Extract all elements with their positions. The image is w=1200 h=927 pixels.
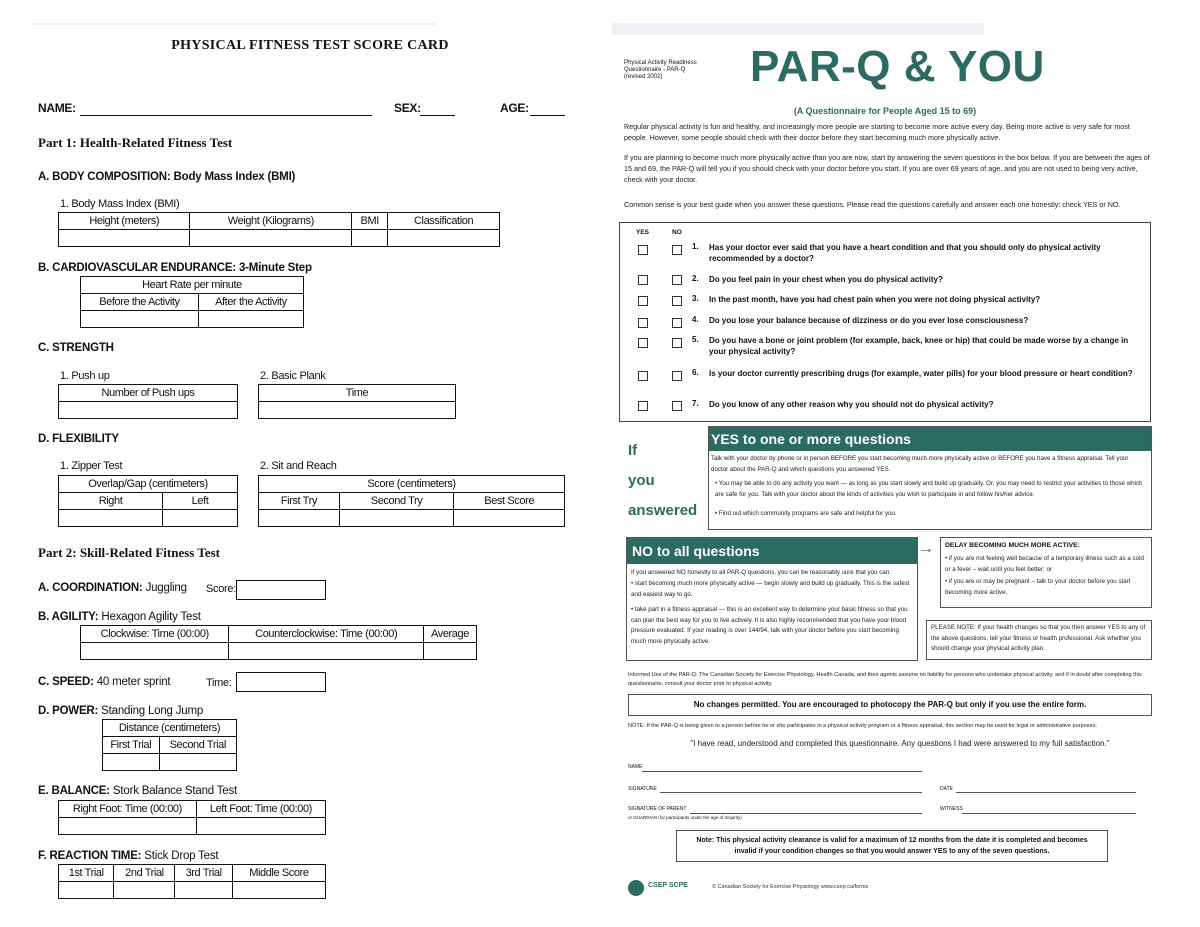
power-label: D. POWER: — [38, 705, 99, 717]
coordination-value: Juggling — [145, 582, 187, 594]
q1-text: Has your doctor ever said that you have a heart condition and that you should only do physical activity recommended by a doctor? — [709, 243, 1101, 263]
q2-number: 2. — [692, 274, 699, 283]
no-bullet-1: • start becoming much more physically active — begin slowly and build up gradually. This is the safest and easiest way to go. — [631, 580, 910, 598]
no-paragraph: If you answered NO honestly to all PAR-Q questions, you can be reasonably sure that you can: — [631, 569, 891, 576]
date-label: DATE — [940, 786, 953, 792]
no-changes-text: No changes permitted. You are encouraged to photocopy the PAR-Q but only if you use the entire form. — [693, 700, 1087, 709]
no-heading: NO to all questions — [627, 538, 917, 564]
name-label-right: NAME — [628, 764, 643, 770]
reaction-row — [38, 850, 218, 862]
sit-reach-subheading: 2. Sit and Reach — [260, 460, 337, 472]
heart-rate-before: Before the Activity — [81, 294, 199, 311]
counterclockwise-cell[interactable] — [229, 643, 424, 660]
heart-rate-head: Heart Rate per minute — [81, 277, 304, 294]
q3-yes-checkbox[interactable] — [638, 296, 648, 306]
q4-no-checkbox[interactable] — [672, 318, 682, 328]
part2-heading: Part 2: Skill-Related Fitness Test — [38, 545, 220, 560]
power-first: First Trial — [103, 737, 160, 754]
speed-row — [38, 676, 170, 688]
plank-cell[interactable] — [259, 402, 456, 419]
agility-row — [38, 611, 201, 623]
sit-reach-second: Second Try — [339, 493, 454, 510]
after-cell[interactable] — [198, 311, 303, 328]
top-bar — [30, 23, 436, 25]
validity-text: Note: This physical activity clearance is valid for a maximum of 12 months from the date it is completed and becomes invalid if your condition changes so that you would answer YES to any of the seven questions. — [696, 837, 1088, 855]
sit-reach-table — [258, 475, 565, 527]
corner-line-3: (revised 2002) — [624, 74, 663, 80]
corner-text — [624, 60, 697, 81]
no-bullet-2: • take part in a fitness appraisal — this is an excellent way to determine your basic fitness so that you can plan the best way for you to live actively. It is also highly recommended that you have your blood pressure evaluated. If your reading is over 144/94, talk with your doctor before you start becoming much more physically active. — [631, 606, 908, 645]
bmi-subheading: 1. Body Mass Index (BMI) — [60, 198, 180, 210]
sit-reach-first: First Try — [259, 493, 340, 510]
note-line: NOTE: If the PAR-Q is being given to a person before he or she participates in a physical activity program or a fitness appraisal, this section may be used for legal or administrative purposes. — [628, 723, 1098, 729]
bmi-col-classification: Classification — [388, 213, 500, 230]
reaction-value: Stick Drop Test — [144, 850, 219, 862]
no-panel — [626, 537, 918, 661]
yes-paragraph: Talk with your doctor by phone or in person BEFORE you start becoming much more physically active or BEFORE you have a fitness appraisal. Tell your doctor about the PAR-Q and which questions you answered YES. — [711, 455, 1129, 473]
agility-average: Average — [423, 626, 476, 643]
plank-subheading: 2. Basic Plank — [260, 370, 326, 382]
q7-number: 7. — [692, 399, 699, 408]
push-up-table — [58, 384, 238, 419]
average-cell[interactable] — [423, 643, 476, 660]
yes-heading: YES to one or more questions — [709, 427, 1151, 451]
delay-heading: DELAY BECOMING MUCH MORE ACTIVE: — [945, 542, 1080, 549]
yes-bullet-2-text: Find out which community programs are safe and helpful for you. — [718, 510, 897, 517]
parq-page — [600, 0, 1200, 927]
no-col-header: NO — [672, 229, 682, 236]
you-word: you — [628, 472, 655, 489]
bmi-col-height: Height (meters) — [59, 213, 190, 230]
q4-number: 4. — [692, 315, 699, 324]
power-value: Standing Long Jump — [101, 705, 204, 717]
agility-counterclockwise: Counterclockwise: Time (00:00) — [229, 626, 424, 643]
second-trial-cell[interactable] — [159, 754, 237, 771]
q6-yes-checkbox[interactable] — [638, 371, 648, 381]
zipper-left: Left — [163, 493, 238, 510]
zipper-left-cell[interactable] — [163, 510, 238, 527]
parq-title: PAR-Q & YOU — [750, 42, 1045, 91]
q3-text: In the past month, have you had chest pain when you were not doing physical activity? — [709, 295, 1041, 304]
reaction-middle: Middle Score — [232, 865, 325, 882]
push-up-subheading: 1. Push up — [60, 370, 110, 382]
age-label: AGE: — [500, 101, 529, 115]
sex-field[interactable] — [420, 115, 455, 116]
corner-line-2: Questionnaire - PAR-Q — [624, 67, 686, 73]
name-label: NAME: — [38, 101, 76, 115]
bmi-col-bmi: BMI — [352, 213, 388, 230]
witness-label: WITNESS — [940, 806, 963, 812]
date-line[interactable] — [956, 792, 1136, 793]
agility-value: Hexagon Agility Test — [101, 611, 201, 623]
parent-signature-line[interactable] — [690, 813, 922, 814]
q5-number: 5. — [692, 335, 699, 344]
q1-number: 1. — [692, 242, 699, 251]
q2-no-checkbox[interactable] — [672, 275, 682, 285]
balance-label: E. BALANCE: — [38, 785, 110, 797]
right-foot-cell[interactable] — [59, 818, 197, 835]
first-trial-cell[interactable] — [103, 754, 160, 771]
name-line[interactable] — [642, 771, 922, 772]
q3-no-checkbox[interactable] — [672, 296, 682, 306]
yes-bullet-1: • You may be able to do any activity you want — as long as you start slowly and build up gradually. Or, you may need to restrict your activities to those which are safe for you. Talk with your doctor about the kinds of activities you wish to participate in and follow his/her advice. — [715, 480, 1143, 498]
informed-use: Informed Use of the PAR-Q: The Canadian Society for Exercise Physiology, Health Canada, and their agents assume no liability for persons who undertake physical activity, and if in doubt after completing this questionnaire, consult your doctor prior to physical activity. — [628, 672, 1142, 687]
bmi-weight-cell[interactable] — [190, 230, 352, 247]
intro-paragraph-1: Regular physical activity is fun and healthy, and increasingly more people are starting to become more active every day. Being more active is very safe for most people. However, some people should check with their doctor before they start becoming much more physically active. — [624, 122, 1130, 142]
bmi-table — [58, 212, 500, 247]
age-field[interactable] — [530, 115, 565, 116]
guardian-label: or GUARDIAN (for participants under the age of majority) — [628, 815, 742, 820]
parq-subtitle: (A Questionnaire for People Aged 15 to 69) — [793, 106, 977, 116]
balance-row — [38, 785, 237, 797]
reaction-second: 2nd Trial — [114, 865, 175, 882]
q7-text: Do you know of any other reason why you should not do physical activity? — [709, 400, 994, 409]
coordination-label: A. COORDINATION: — [38, 582, 143, 594]
body-composition-heading: A. BODY COMPOSITION: Body Mass Index (BMI) — [38, 171, 296, 183]
best-score-cell[interactable] — [454, 510, 565, 527]
speed-label: C. SPEED: — [38, 676, 94, 688]
yes-col-header: YES — [636, 229, 650, 236]
sit-reach-best: Best Score — [454, 493, 565, 510]
balance-table — [58, 800, 326, 835]
heart-rate-after: After the Activity — [198, 294, 303, 311]
no-bullet-1-text: start becoming much more physically active — begin slowly and build up gradually. This is the safest and easiest way to go. — [631, 580, 910, 598]
q1-no-checkbox[interactable] — [672, 245, 682, 255]
witness-line[interactable] — [962, 813, 1136, 814]
q1-yes-checkbox[interactable] — [638, 245, 648, 255]
arrow-right-icon: → — [918, 540, 934, 557]
q4-text: Do you lose your balance because of dizziness or do you ever lose consciousness? — [709, 316, 1029, 325]
csep-logo-icon — [628, 880, 644, 896]
signature-line[interactable] — [660, 792, 922, 793]
q6-text: Is your doctor currently prescribing drugs (for example, water pills) for your blood pressure or heart condition? — [709, 369, 1133, 378]
signature-label: SIGNATURE — [628, 786, 657, 792]
please-note-text: PLEASE NOTE: If your health changes so that you then answer YES to any of the above questions, tell your fitness or health professional. Ask whether you should change your physical activity plan. — [931, 624, 1146, 652]
yes-bullet-1-text: You may be able to do any activity you want — as long as you start slowly and build up gradually. Or, you may need to restrict your activities to those which are safe for you. Talk with your doctor about the kinds of activities you wish to participate in and follow his/her advice. — [715, 480, 1143, 498]
q4-yes-checkbox[interactable] — [638, 318, 648, 328]
score-label: Score: — [206, 583, 236, 595]
reaction-third: 3rd Trial — [175, 865, 232, 882]
declaration-quote: "I have read, understood and completed this questionnaire. Any questions I had were answered to my full satisfaction." — [690, 739, 1110, 748]
q3-number: 3. — [692, 294, 699, 303]
q5-yes-checkbox[interactable] — [638, 338, 648, 348]
if-word: If — [628, 442, 638, 459]
cardio-heading: B. CARDIOVASCULAR ENDURANCE: 3-Minute Step — [38, 262, 312, 274]
reaction-table — [58, 864, 326, 899]
q2-yes-checkbox[interactable] — [638, 275, 648, 285]
delay-panel — [940, 537, 1152, 608]
speed-time-field[interactable] — [236, 672, 326, 692]
power-head: Distance (centimeters) — [103, 720, 237, 737]
part1-heading: Part 1: Health-Related Fitness Test — [38, 135, 233, 150]
push-up-cell[interactable] — [59, 402, 238, 419]
delay-bullet-1: • if you are not feeling well because of a temporary illness such as a cold or a fever – wait until you feel better; or — [945, 555, 1144, 573]
reaction-label: F. REACTION TIME: — [38, 850, 142, 862]
score-card-title: PHYSICAL FITNESS TEST SCORE CARD — [171, 38, 449, 53]
if-you-answered — [628, 436, 697, 526]
zipper-subheading: 1. Zipper Test — [60, 460, 123, 472]
csep-logo-text: CSEP SCPE — [648, 882, 688, 889]
balance-right: Right Foot: Time (00:00) — [59, 801, 197, 818]
sit-reach-head: Score (centimeters) — [259, 476, 565, 493]
left-foot-cell[interactable] — [196, 818, 325, 835]
q5-no-checkbox[interactable] — [672, 338, 682, 348]
corner-line-1: Physical Activity Readiness — [624, 60, 697, 66]
q2-text: Do you feel pain in your chest when you do physical activity? — [709, 275, 943, 284]
second-try-cell[interactable] — [339, 510, 454, 527]
q6-number: 6. — [692, 368, 699, 377]
reaction-first: 1st Trial — [59, 865, 114, 882]
zipper-head: Overlap/Gap (centimeters) — [59, 476, 238, 493]
time-label: Time: — [206, 677, 232, 689]
middle-score-cell[interactable] — [232, 882, 325, 899]
agility-table — [80, 625, 477, 660]
heart-rate-table — [80, 276, 304, 328]
sex-label: SEX: — [394, 101, 421, 115]
power-table — [102, 719, 237, 771]
bmi-value-cell[interactable] — [352, 230, 388, 247]
flexibility-heading: D. FLEXIBILITY — [38, 433, 119, 445]
plank-col: Time — [259, 385, 456, 402]
name-field[interactable] — [80, 115, 372, 116]
coordination-score-field[interactable] — [236, 580, 326, 600]
parent-label: SIGNATURE OF PARENT — [628, 806, 687, 812]
balance-value: Stork Balance Stand Test — [112, 785, 238, 797]
zipper-right-cell[interactable] — [59, 510, 163, 527]
power-row — [38, 705, 203, 717]
coordination-row — [38, 582, 187, 594]
no-bullet-2-text: take part in a fitness appraisal — this is an excellent way to determine your basic fitness so that you can plan the best way for you to live actively. It is also highly recommended that you have your blood pressure evaluated. If your reading is over 144/94, talk with your doctor before you start becoming much more physically active. — [631, 606, 908, 645]
please-note-panel — [926, 620, 1152, 660]
intro-paragraph-2: If you are planning to become much more physically active than you are now, start by answering the seven questions in the box below. If you are between the ages of 15 and 69, the PAR-Q will tell you if you should check with your doctor before you start. If you are over 69 years of age, and you are not used to being very active, check with your doctor. — [624, 153, 1150, 184]
delay-bullet-2-text: if you are or may be pregnant – talk to your doctor before you start becoming more active. — [945, 578, 1131, 596]
q7-yes-checkbox[interactable] — [638, 401, 648, 411]
copyright: © Canadian Society for Exercise Physiology www.csep.ca/forms — [712, 884, 869, 890]
push-up-col: Number of Push ups — [59, 385, 238, 402]
plank-table — [258, 384, 456, 419]
delay-bullet-1-text: if you are not feeling well because of a temporary illness such as a cold or a fever – wait until you feel better; or — [945, 555, 1144, 573]
first-try-cell[interactable] — [259, 510, 340, 527]
agility-clockwise: Clockwise: Time (00:00) — [81, 626, 229, 643]
intro-paragraph-3: Common sense is your best guide when you answer these questions. Please read the questions carefully and answer each one honestly: check YES or NO. — [624, 200, 1121, 209]
power-second: Second Trial — [159, 737, 237, 754]
yes-bullet-2: • Find out which community programs are safe and helpful for you. — [715, 510, 897, 517]
clockwise-cell[interactable] — [81, 643, 229, 660]
yes-panel — [708, 426, 1152, 530]
zipper-table — [58, 475, 238, 527]
balance-left: Left Foot: Time (00:00) — [196, 801, 325, 818]
top-bar — [612, 23, 984, 35]
no-changes-box — [628, 694, 1152, 716]
q7-no-checkbox[interactable] — [672, 401, 682, 411]
q6-no-checkbox[interactable] — [672, 371, 682, 381]
before-cell[interactable] — [81, 311, 199, 328]
validity-box — [676, 830, 1108, 862]
trial1-cell[interactable] — [59, 882, 114, 899]
zipper-right: Right — [59, 493, 163, 510]
bmi-class-cell[interactable] — [388, 230, 500, 247]
speed-value: 40 meter sprint — [96, 676, 171, 688]
questions-box — [619, 222, 1151, 422]
delay-bullet-2: • if you are or may be pregnant – talk to your doctor before you start becoming more active. — [945, 578, 1131, 596]
bmi-height-cell[interactable] — [59, 230, 190, 247]
q5-text: Do you have a bone or joint problem (for example, back, knee or hip) that could be made worse by a change in your physical activity? — [709, 336, 1129, 356]
trial3-cell[interactable] — [175, 882, 232, 899]
answered-word: answered — [628, 502, 698, 519]
strength-heading: C. STRENGTH — [38, 342, 114, 354]
agility-label: B. AGILITY: — [38, 611, 99, 623]
bmi-col-weight: Weight (Kilograms) — [190, 213, 352, 230]
trial2-cell[interactable] — [114, 882, 175, 899]
